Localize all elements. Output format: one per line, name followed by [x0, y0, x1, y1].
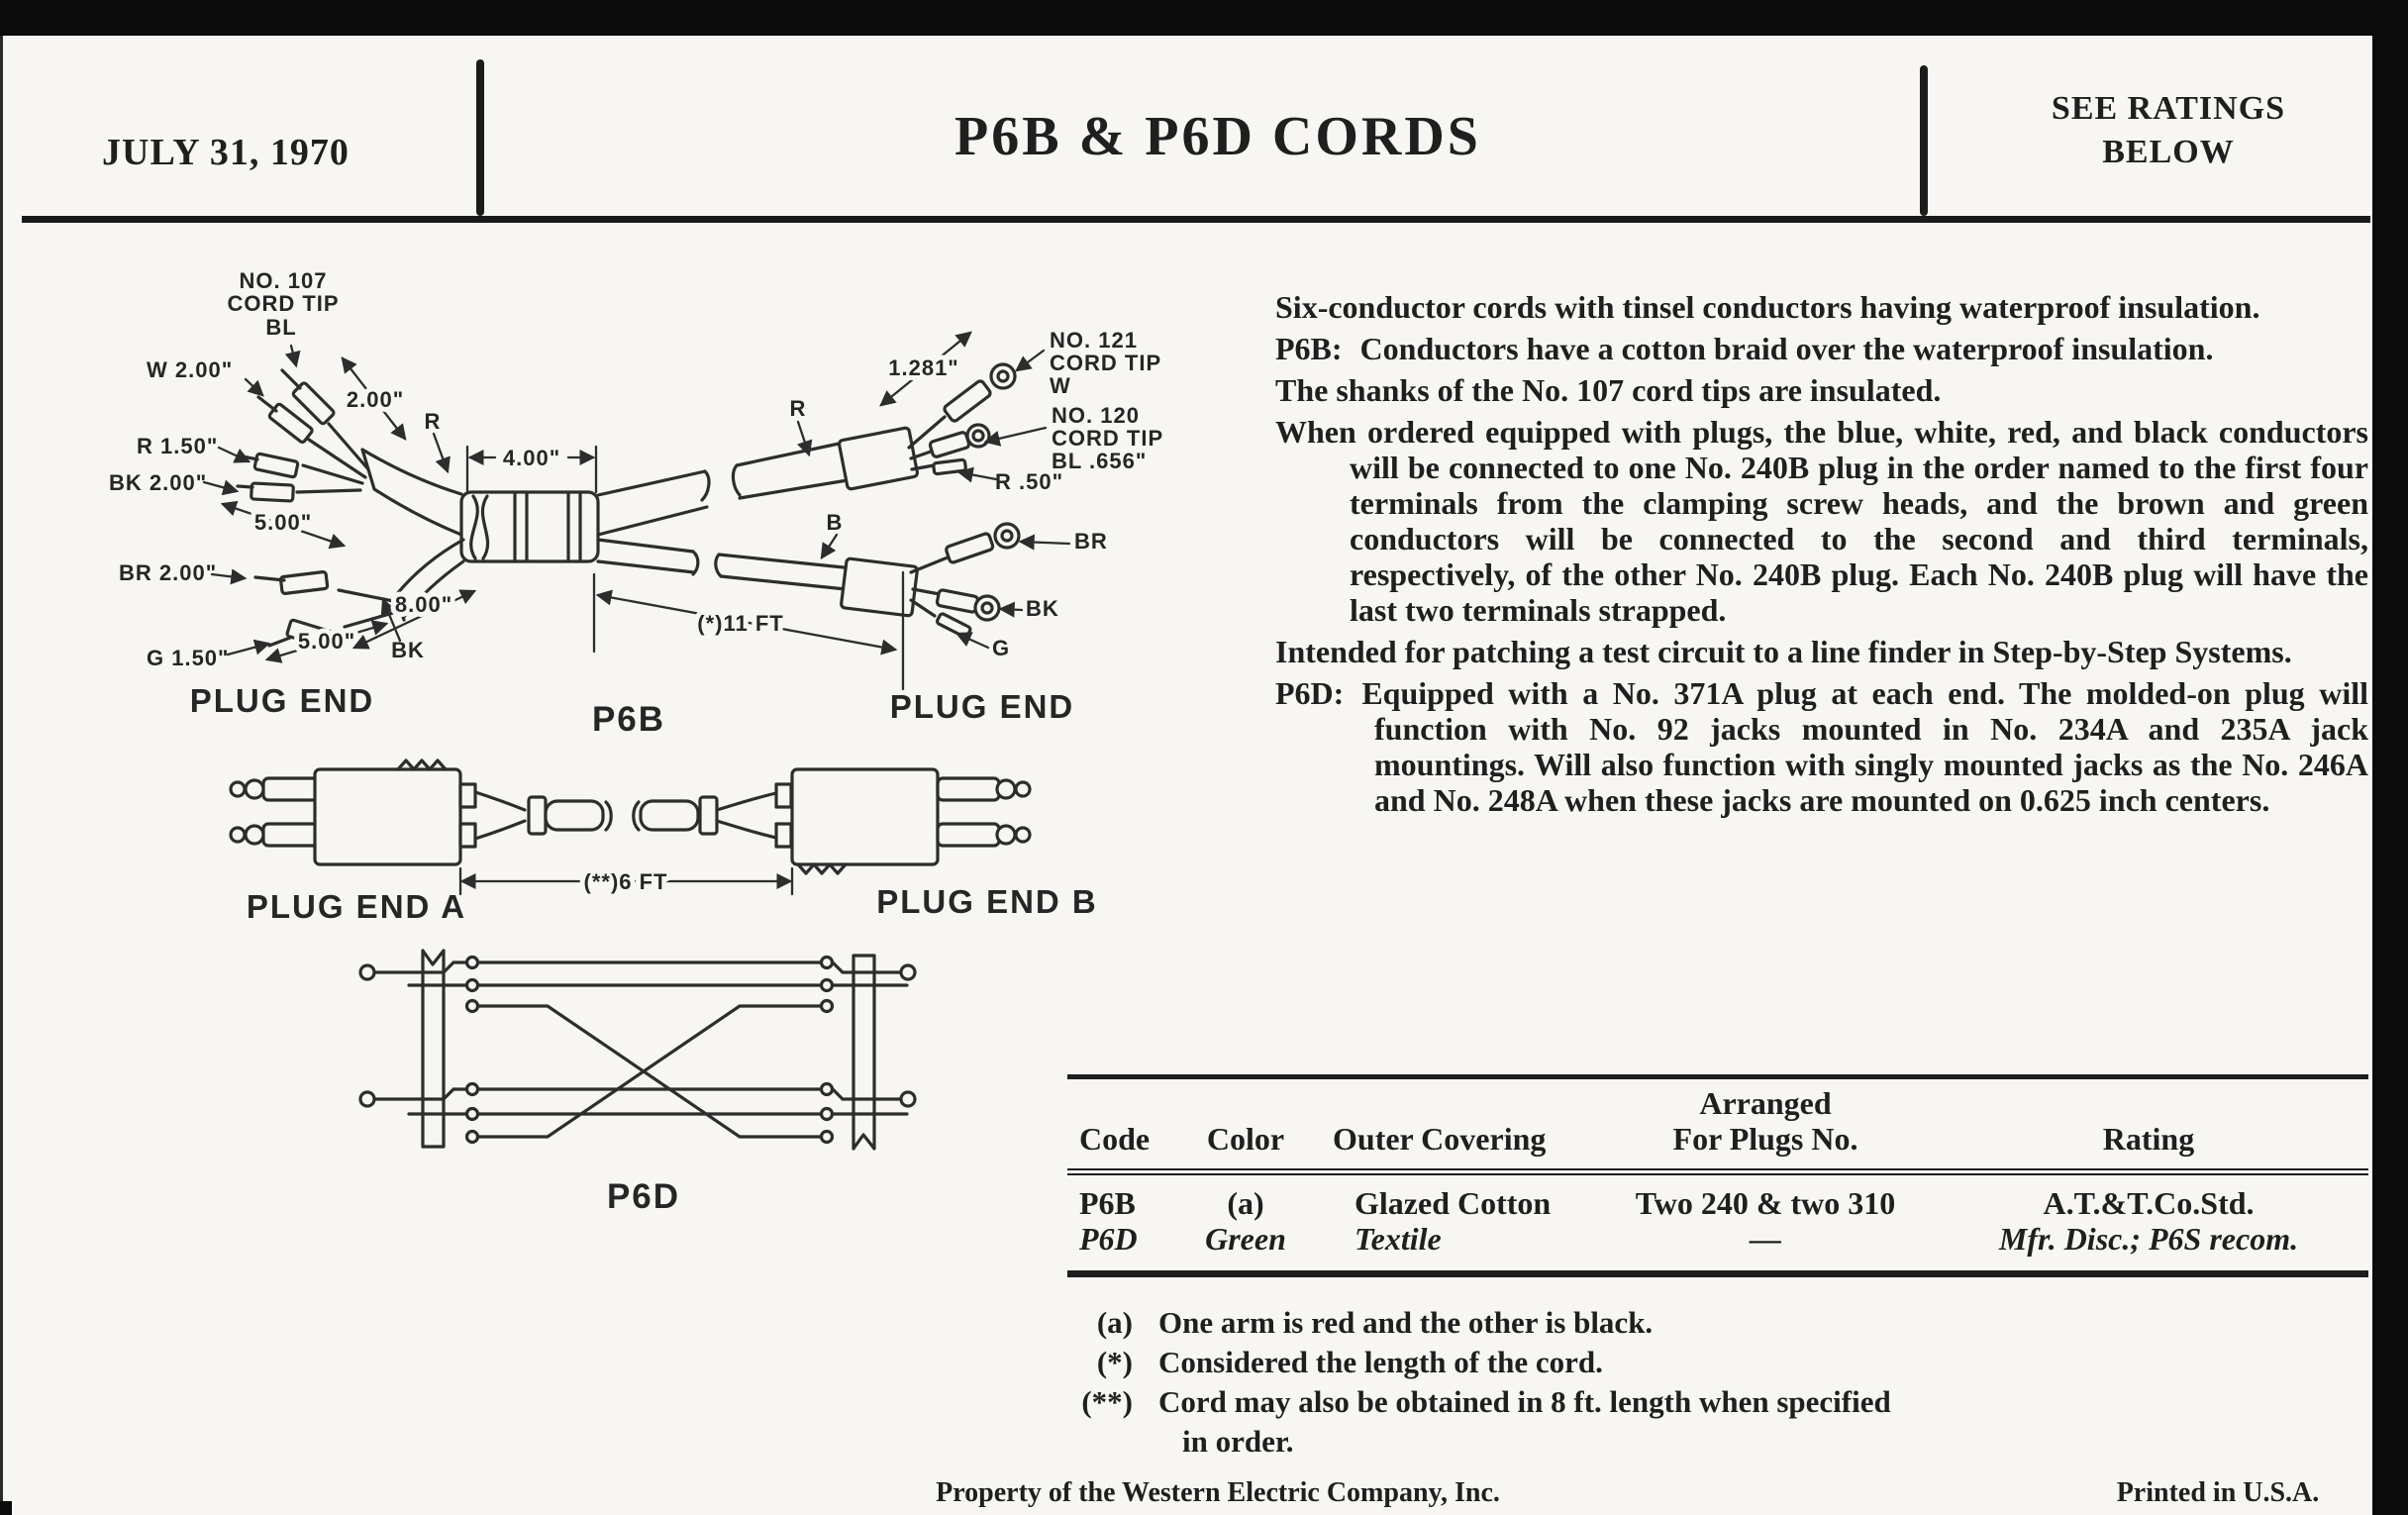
label-bk-length: BK 2.00" [109, 470, 208, 495]
label-plug-end-b: PLUG END B [876, 883, 1098, 920]
scan-left-edge [0, 36, 3, 1515]
footnote-a [1069, 1303, 1891, 1343]
issue-date: JULY 31, 1970 [102, 132, 350, 173]
cell-code: P6B [1079, 1185, 1136, 1221]
ratings-table [1067, 1074, 2368, 1277]
dim-8in: 8.00" [394, 592, 453, 617]
footnote-a-text: One arm is red and the other is black. [1158, 1305, 1654, 1340]
p6b-paragraph [1275, 331, 2368, 366]
dim-11ft: (*)11 FT [697, 611, 784, 636]
cell-color: Green [1186, 1221, 1305, 1274]
label-plug-end-right: PLUG END [889, 688, 1075, 725]
label-r-length: R 1.50" [137, 434, 219, 458]
label-br-length: BR 2.00" [119, 560, 218, 585]
label-r-tip-length: R .50" [995, 469, 1064, 494]
p6d-cord-drawing [231, 760, 1030, 873]
shanks-paragraph: The shanks of the No. 107 cord tips are insulated. [1275, 372, 1942, 408]
label-no121-line1: NO. 121 [1050, 328, 1138, 353]
label-r-cord-right: R [789, 396, 807, 421]
dim-6ft: (**)6 FT [583, 869, 668, 894]
footnote-cont-label [1069, 1422, 1133, 1462]
cell-plugs: Two 240 & two 310 [1635, 1185, 1896, 1221]
footnote-star-text: Considered the length of the cord. [1158, 1345, 1603, 1379]
description-column [1275, 289, 2368, 824]
table-row-p6b [1067, 1172, 2368, 1222]
cell-rating: A.T.&T.Co.Std. [2043, 1185, 2255, 1221]
label-no120-line3: BL .656" [1052, 449, 1148, 473]
header-rating: Rating [1929, 1077, 2368, 1172]
cell-plugs: — [1602, 1221, 1929, 1274]
dim-1281: 1.281" [888, 355, 959, 380]
footer-property-line: Property of the Western Electric Company, Inc. [936, 1477, 1500, 1508]
ratings-note [1975, 87, 2361, 174]
label-r-cord-left: R [424, 409, 442, 434]
intro-paragraph: Six-conductor cords with tinsel conductors having waterproof insulation. [1275, 289, 2260, 325]
header-code: Code [1067, 1077, 1186, 1172]
dim-4in: 4.00" [502, 446, 561, 470]
label-g-length: G 1.50" [147, 646, 230, 670]
footnote-doublestar-cont [1069, 1422, 1891, 1462]
footnote-star [1069, 1343, 1891, 1382]
label-p6d: P6D [606, 1177, 681, 1216]
table-header-row [1067, 1077, 2368, 1172]
label-w-length: W 2.00" [147, 357, 234, 382]
header-divider-left [476, 59, 484, 216]
footnotes [1069, 1303, 1891, 1462]
dim-2in: 2.00" [346, 387, 405, 412]
footnote-doublestar-text: Cord may also be obtained in 8 ft. length when specified [1158, 1384, 1891, 1419]
footnote-a-label: (a) [1096, 1305, 1133, 1340]
label-no107-line3: BL [265, 315, 297, 340]
ratings-note-line2: BELOW [2102, 134, 2235, 170]
label-br-tip: BR [1074, 529, 1108, 554]
dim-5in-upper: 5.00" [253, 510, 313, 535]
intended-paragraph: Intended for patching a test circuit to a line finder in Step-by-Step Systems. [1275, 634, 2292, 669]
label-no107-line1: NO. 107 [239, 268, 328, 293]
dim-5in-lower: 5.00" [297, 629, 356, 654]
when-ordered-paragraph: When ordered equipped with plugs, the blue, white, red, and black conductors will be connected to one No. 240B plug in the order named to the first four terminals from the clamping screw heads, and the brown and green conductors will be connected to the second and third terminals, respectively, of the other No. 240B plug. Each No. 240B plug will have the last two terminals strapped. [1275, 414, 2368, 628]
header-color: Color [1186, 1077, 1305, 1172]
label-no120-line1: NO. 120 [1052, 403, 1140, 428]
scan-right-black-bar [2372, 0, 2408, 1515]
page-title: P6B & P6D CORDS [954, 106, 1481, 167]
p6d-paragraph-text: Equipped with a No. 371A plug at each end. The molded-on plug will function with No. 92 jacks mounted in No. 234A and 235A jack mountings. Will also function with singly mounted jacks as the No. 246A and No. 248A when these jacks are mounted on 0.625 inch centers. [1361, 675, 2368, 818]
scan-top-black-bar [0, 0, 2408, 36]
p6b-paragraph-label: P6B: [1275, 331, 1343, 366]
ratings-note-line1: SEE RATINGS [2051, 90, 2286, 127]
footnote-cont-text: in order. [1182, 1424, 1294, 1459]
footnote-star-label: (*) [1096, 1345, 1133, 1379]
label-bk-tip: BK [1026, 596, 1059, 621]
header-divider-right [1920, 65, 1928, 216]
label-g-tip: G [992, 636, 1011, 660]
label-plug-end-left: PLUG END [189, 682, 375, 719]
header-plugs-line1: Arranged [1699, 1085, 1832, 1121]
label-p6b: P6B [591, 700, 666, 739]
p6d-wiring-drawing [360, 951, 915, 1149]
cell-rating: Mfr. Disc.; P6S recom. [1929, 1221, 2368, 1274]
diagram-canvas [59, 238, 1238, 1238]
label-no121-line3: W [1050, 373, 1071, 398]
header-covering: Outer Covering [1305, 1077, 1602, 1172]
footnote-doublestar-label: (**) [1081, 1384, 1133, 1419]
header-plugs-line2: For Plugs No. [1672, 1121, 1858, 1157]
header-rule [22, 216, 2370, 223]
header-plugs [1602, 1077, 1929, 1172]
footer-printed-line: Printed in U.S.A. [2116, 1477, 2320, 1508]
cell-color: (a) [1227, 1185, 1264, 1221]
cell-code: P6D [1067, 1221, 1186, 1274]
label-plug-end-a: PLUG END A [246, 888, 467, 925]
table-row-p6d [1067, 1221, 2368, 1274]
label-no120-line2: CORD TIP [1052, 426, 1164, 451]
p6d-paragraph-label: P6D: [1275, 675, 1345, 711]
scan-corner-mark [0, 1501, 12, 1515]
label-no107-line2: CORD TIP [227, 291, 340, 316]
label-bk-cord: BK [391, 638, 425, 662]
cell-covering: Textile [1305, 1221, 1602, 1274]
label-no121-line2: CORD TIP [1050, 351, 1162, 375]
label-b-cord: B [826, 510, 844, 535]
p6d-paragraph [1275, 675, 2368, 818]
p6b-paragraph-text: Conductors have a cotton braid over the waterproof insulation. [1359, 331, 2214, 366]
cell-covering: Glazed Cotton [1354, 1185, 1552, 1221]
footnote-doublestar [1069, 1382, 1891, 1422]
